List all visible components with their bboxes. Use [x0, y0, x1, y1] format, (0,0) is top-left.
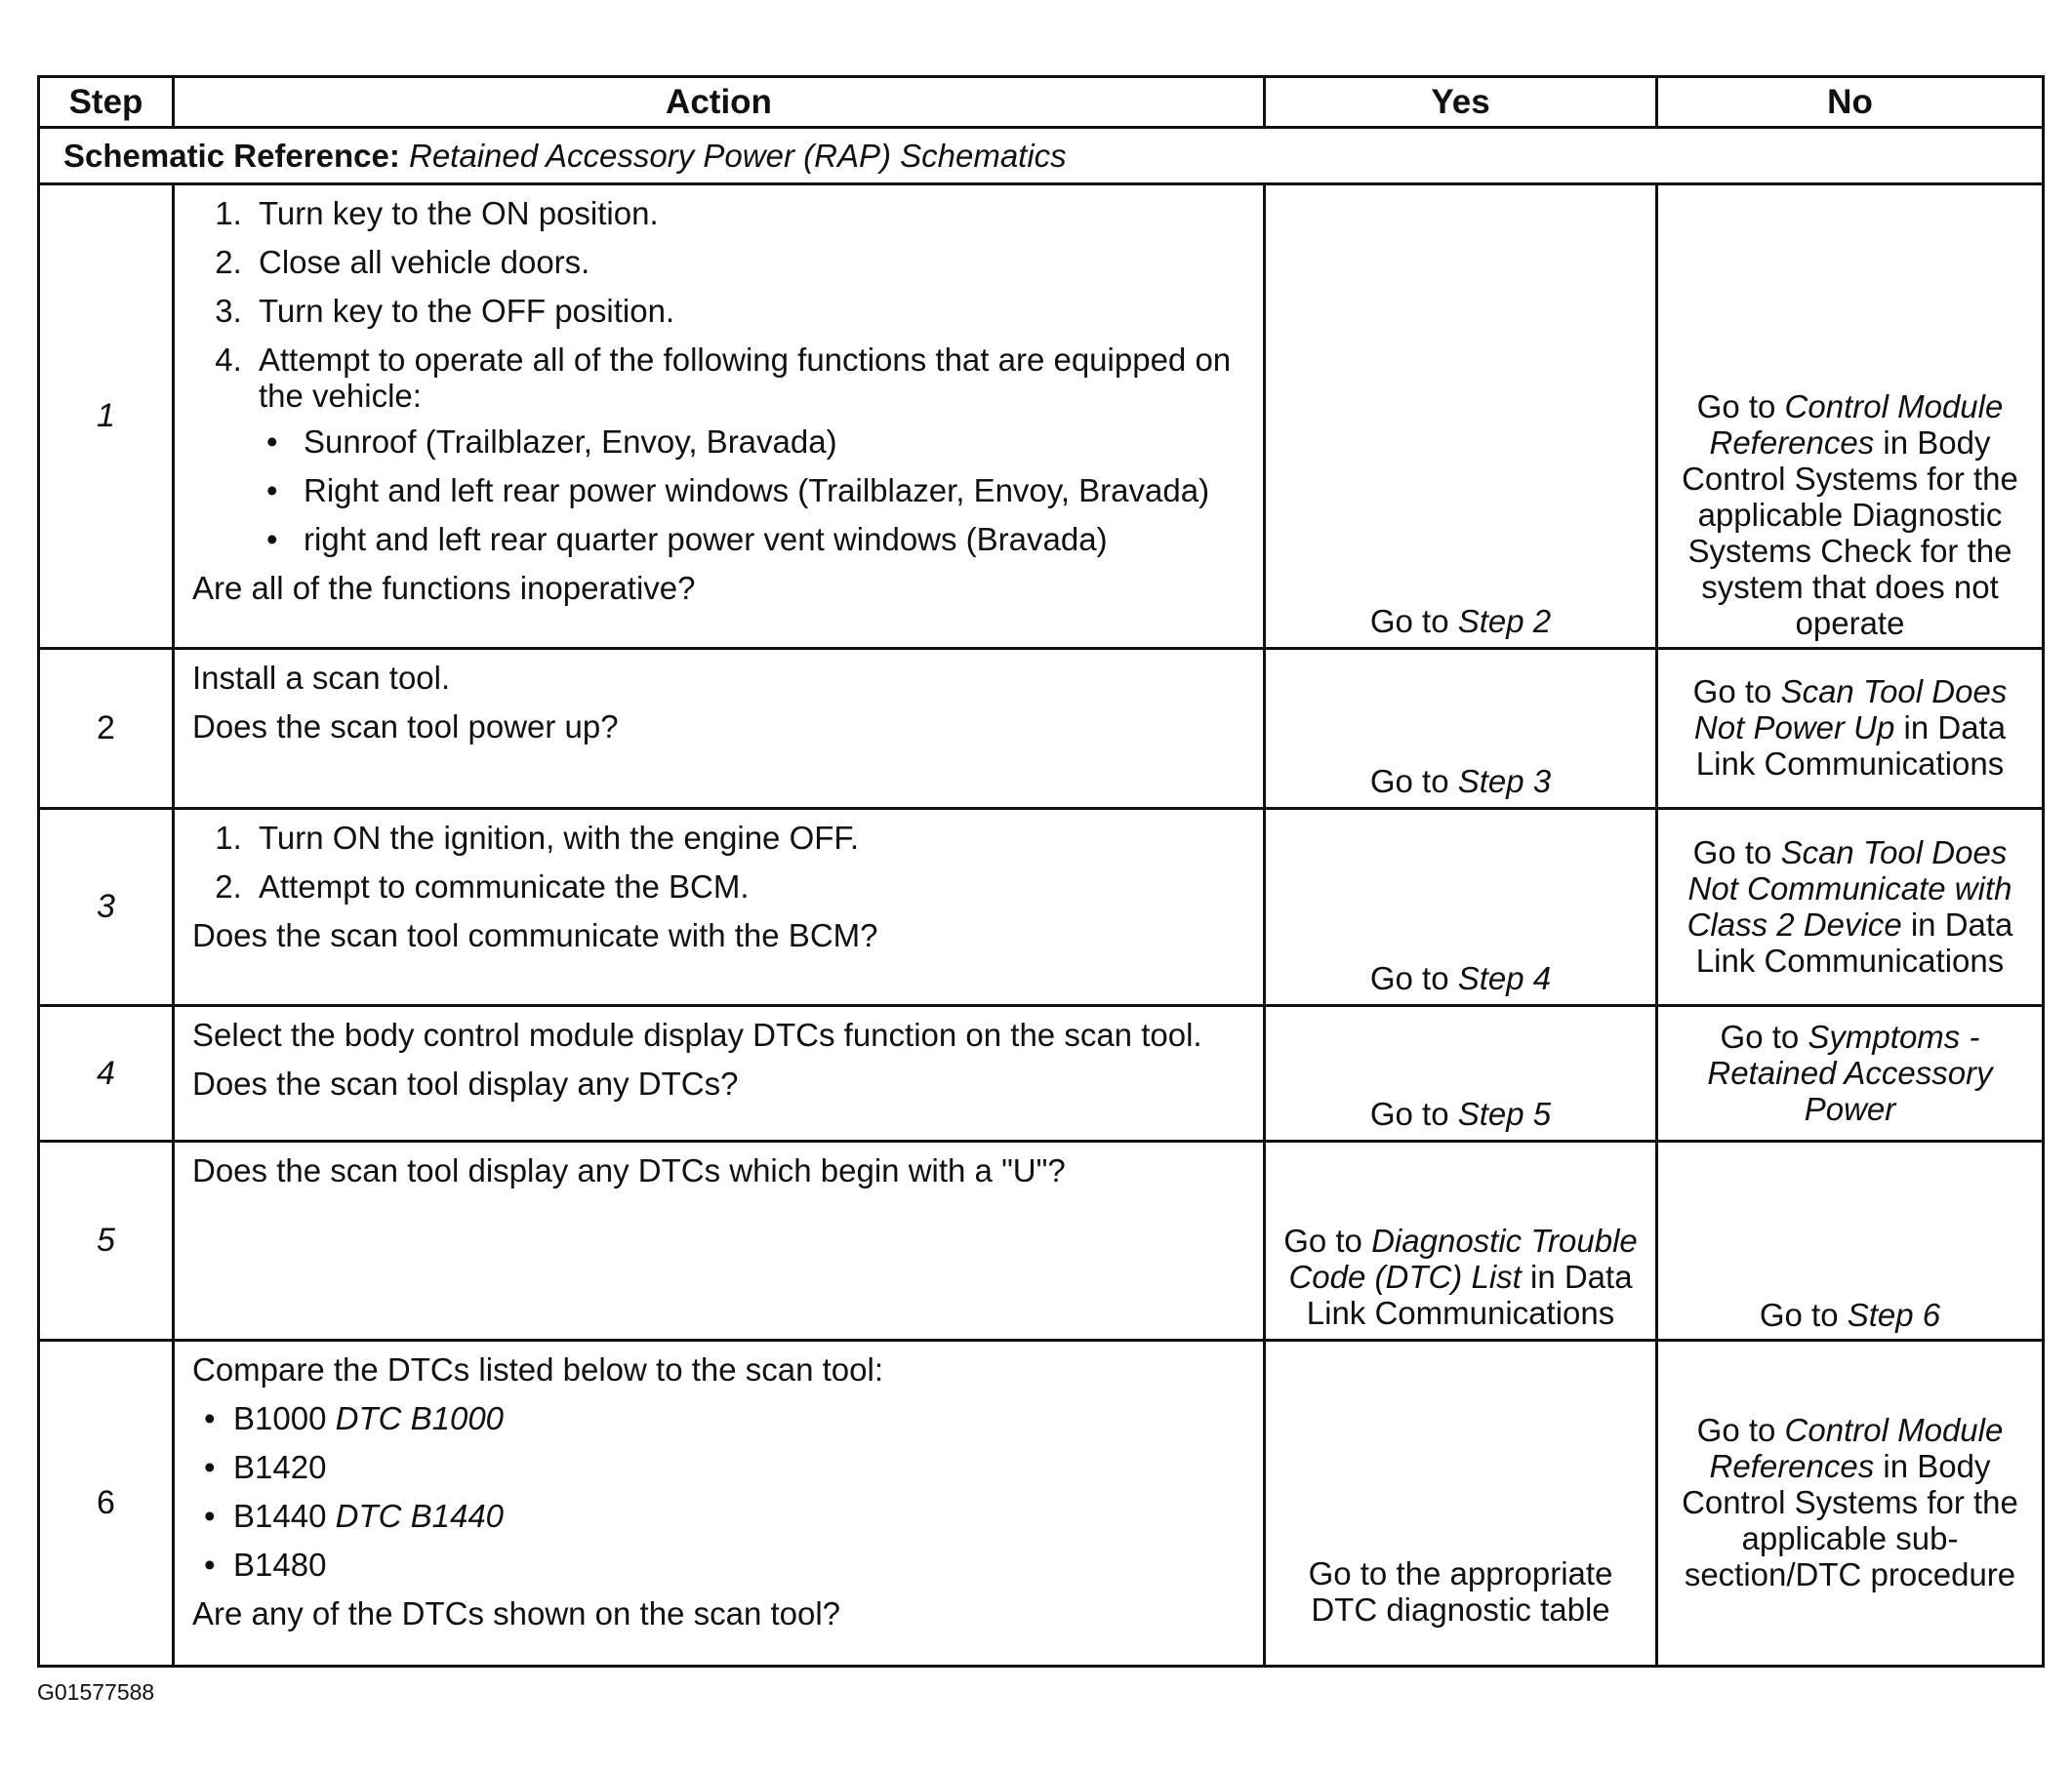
- step-number: 2: [39, 649, 174, 809]
- diagnostic-table: [37, 75, 2045, 1668]
- bullet-item: • Right and left rear power windows (Trailblazer, Envoy, Bravada): [296, 472, 1247, 508]
- step-question: Are all of the functions inoperative?: [192, 570, 696, 606]
- step-row: [39, 649, 2044, 809]
- yes-link[interactable]: Step 5: [1457, 1096, 1552, 1132]
- no-cell: [1657, 1142, 2044, 1341]
- no-prefix: Go to: [1759, 1297, 1839, 1333]
- step-number: 1: [39, 184, 174, 649]
- step-number: 6: [39, 1341, 174, 1667]
- no-prefix: Go to: [1692, 673, 1772, 709]
- step-question: Does the scan tool power up?: [192, 708, 619, 745]
- step-row: [39, 1142, 2044, 1341]
- step-action: [174, 809, 1265, 1006]
- step-action: [174, 1341, 1265, 1667]
- action-item: 1. Turn ON the ignition, with the engine OFF.: [251, 820, 1247, 856]
- no-cell: [1657, 1341, 2044, 1667]
- yes-link[interactable]: Step 3: [1457, 763, 1552, 799]
- step-number: 4: [39, 1006, 174, 1142]
- yes-text[interactable]: Go to the appropriate DTC diagnostic table: [1308, 1555, 1613, 1628]
- dtc-item: [233, 1449, 1247, 1485]
- yes-prefix: Go to: [1283, 1223, 1362, 1259]
- action-item: 3. Turn key to the OFF position.: [251, 293, 1247, 329]
- no-suffix: in Data Link Communications: [1695, 709, 2007, 782]
- step-question: Are any of the DTCs shown on the scan tool?: [192, 1595, 841, 1631]
- action-item: 1. Turn key to the ON position.: [251, 195, 1247, 231]
- no-prefix: Go to: [1696, 388, 1776, 424]
- figure-id: G01577588: [37, 1679, 155, 1705]
- no-link[interactable]: Symptoms - Retained Accessory Power: [1707, 1018, 1993, 1127]
- yes-cell: [1265, 1341, 1657, 1667]
- dtc-list: [192, 1400, 1247, 1583]
- yes-link[interactable]: Step 4: [1457, 960, 1552, 996]
- no-cell: [1657, 184, 2044, 649]
- yes-cell: [1265, 1006, 1657, 1142]
- action-item: [251, 342, 1247, 557]
- action-text: Compare the DTCs listed below to the scan tool:: [192, 1351, 884, 1388]
- step-question: Does the scan tool display any DTCs which begin with a "U"?: [192, 1152, 1066, 1188]
- step-action: [174, 1142, 1265, 1341]
- dtc-link[interactable]: DTC B1440: [335, 1498, 505, 1534]
- dtc-link[interactable]: DTC B1000: [335, 1400, 505, 1436]
- no-cell: [1657, 1006, 2044, 1142]
- no-cell: [1657, 649, 2044, 809]
- yes-link[interactable]: Step 2: [1457, 603, 1552, 639]
- no-prefix: Go to: [1692, 833, 1772, 870]
- no-prefix: Go to: [1696, 1412, 1776, 1448]
- dtc-item: [233, 1547, 1247, 1583]
- yes-suffix: in Data Link Communications: [1306, 1259, 1633, 1331]
- step-action: [174, 649, 1265, 809]
- no-link[interactable]: Control Module References: [1709, 1412, 2004, 1484]
- header-step: Step: [39, 77, 174, 128]
- header-row: [39, 77, 2044, 128]
- step-question: Does the scan tool communicate with the BCM?: [192, 917, 878, 953]
- header-no: No: [1657, 77, 2044, 128]
- action-text: Select the body control module display DTCs function on the scan tool.: [192, 1017, 1202, 1053]
- bullet-item: • right and left rear quarter power vent windows (Bravada): [296, 521, 1247, 557]
- no-link[interactable]: Scan Tool Does Not Power Up: [1693, 673, 2008, 745]
- dtc-code: B1000: [233, 1400, 327, 1436]
- no-prefix: Go to: [1720, 1018, 1800, 1055]
- no-cell: [1657, 809, 2044, 1006]
- step-question: Does the scan tool display any DTCs?: [192, 1066, 739, 1102]
- yes-prefix: Go to: [1369, 1096, 1449, 1132]
- dtc-code: B1440: [233, 1498, 327, 1534]
- dtc-item: [233, 1498, 1247, 1534]
- step-row: [39, 1006, 2044, 1142]
- no-suffix: in Data Link Communications: [1695, 906, 2013, 979]
- yes-cell: [1265, 649, 1657, 809]
- action-text: Install a scan tool.: [192, 660, 451, 696]
- step-row: [39, 184, 2044, 649]
- bullet-item: • Sunroof (Trailblazer, Envoy, Bravada): [296, 423, 1247, 460]
- no-suffix: in Body Control Systems for the applicable Diagnostic Systems Check for the system that does not operate: [1682, 424, 2018, 641]
- action-item: 2. Close all vehicle doors.: [251, 244, 1247, 280]
- step-number: 3: [39, 809, 174, 1006]
- dtc-code: B1480: [233, 1547, 327, 1583]
- action-item-text: Attempt to operate all of the following functions that are equipped on the vehicle:: [259, 342, 1232, 414]
- yes-cell: [1265, 184, 1657, 649]
- yes-cell: [1265, 1142, 1657, 1341]
- yes-link[interactable]: Diagnostic Trouble Code (DTC) List: [1288, 1223, 1638, 1295]
- step-number: 5: [39, 1142, 174, 1341]
- header-action: Action: [174, 77, 1265, 128]
- yes-prefix: Go to: [1369, 763, 1449, 799]
- step-action: [174, 1006, 1265, 1142]
- step-action: [174, 184, 1265, 649]
- action-item: 2. Attempt to communicate the BCM.: [251, 868, 1247, 905]
- yes-prefix: Go to: [1369, 603, 1449, 639]
- header-yes: Yes: [1265, 77, 1657, 128]
- step-row: [39, 809, 2044, 1006]
- schematic-link[interactable]: Retained Accessory Power (RAP) Schematics: [409, 138, 1067, 174]
- step-row: [39, 1341, 2044, 1667]
- yes-cell: [1265, 809, 1657, 1006]
- yes-prefix: Go to: [1369, 960, 1449, 996]
- dtc-code: B1420: [233, 1449, 327, 1485]
- schematic-label: Schematic Reference:: [63, 138, 400, 174]
- no-suffix: in Body Control Systems for the applicable sub-section/DTC procedure: [1682, 1448, 2018, 1592]
- schematic-reference: [39, 128, 2044, 184]
- no-link[interactable]: Control Module References: [1709, 388, 2004, 461]
- dtc-item: [233, 1400, 1247, 1436]
- no-link[interactable]: Step 6: [1847, 1297, 1941, 1333]
- schematic-row: [39, 128, 2044, 184]
- no-link[interactable]: Scan Tool Does Not Communicate with Class 2 Device: [1686, 833, 2012, 943]
